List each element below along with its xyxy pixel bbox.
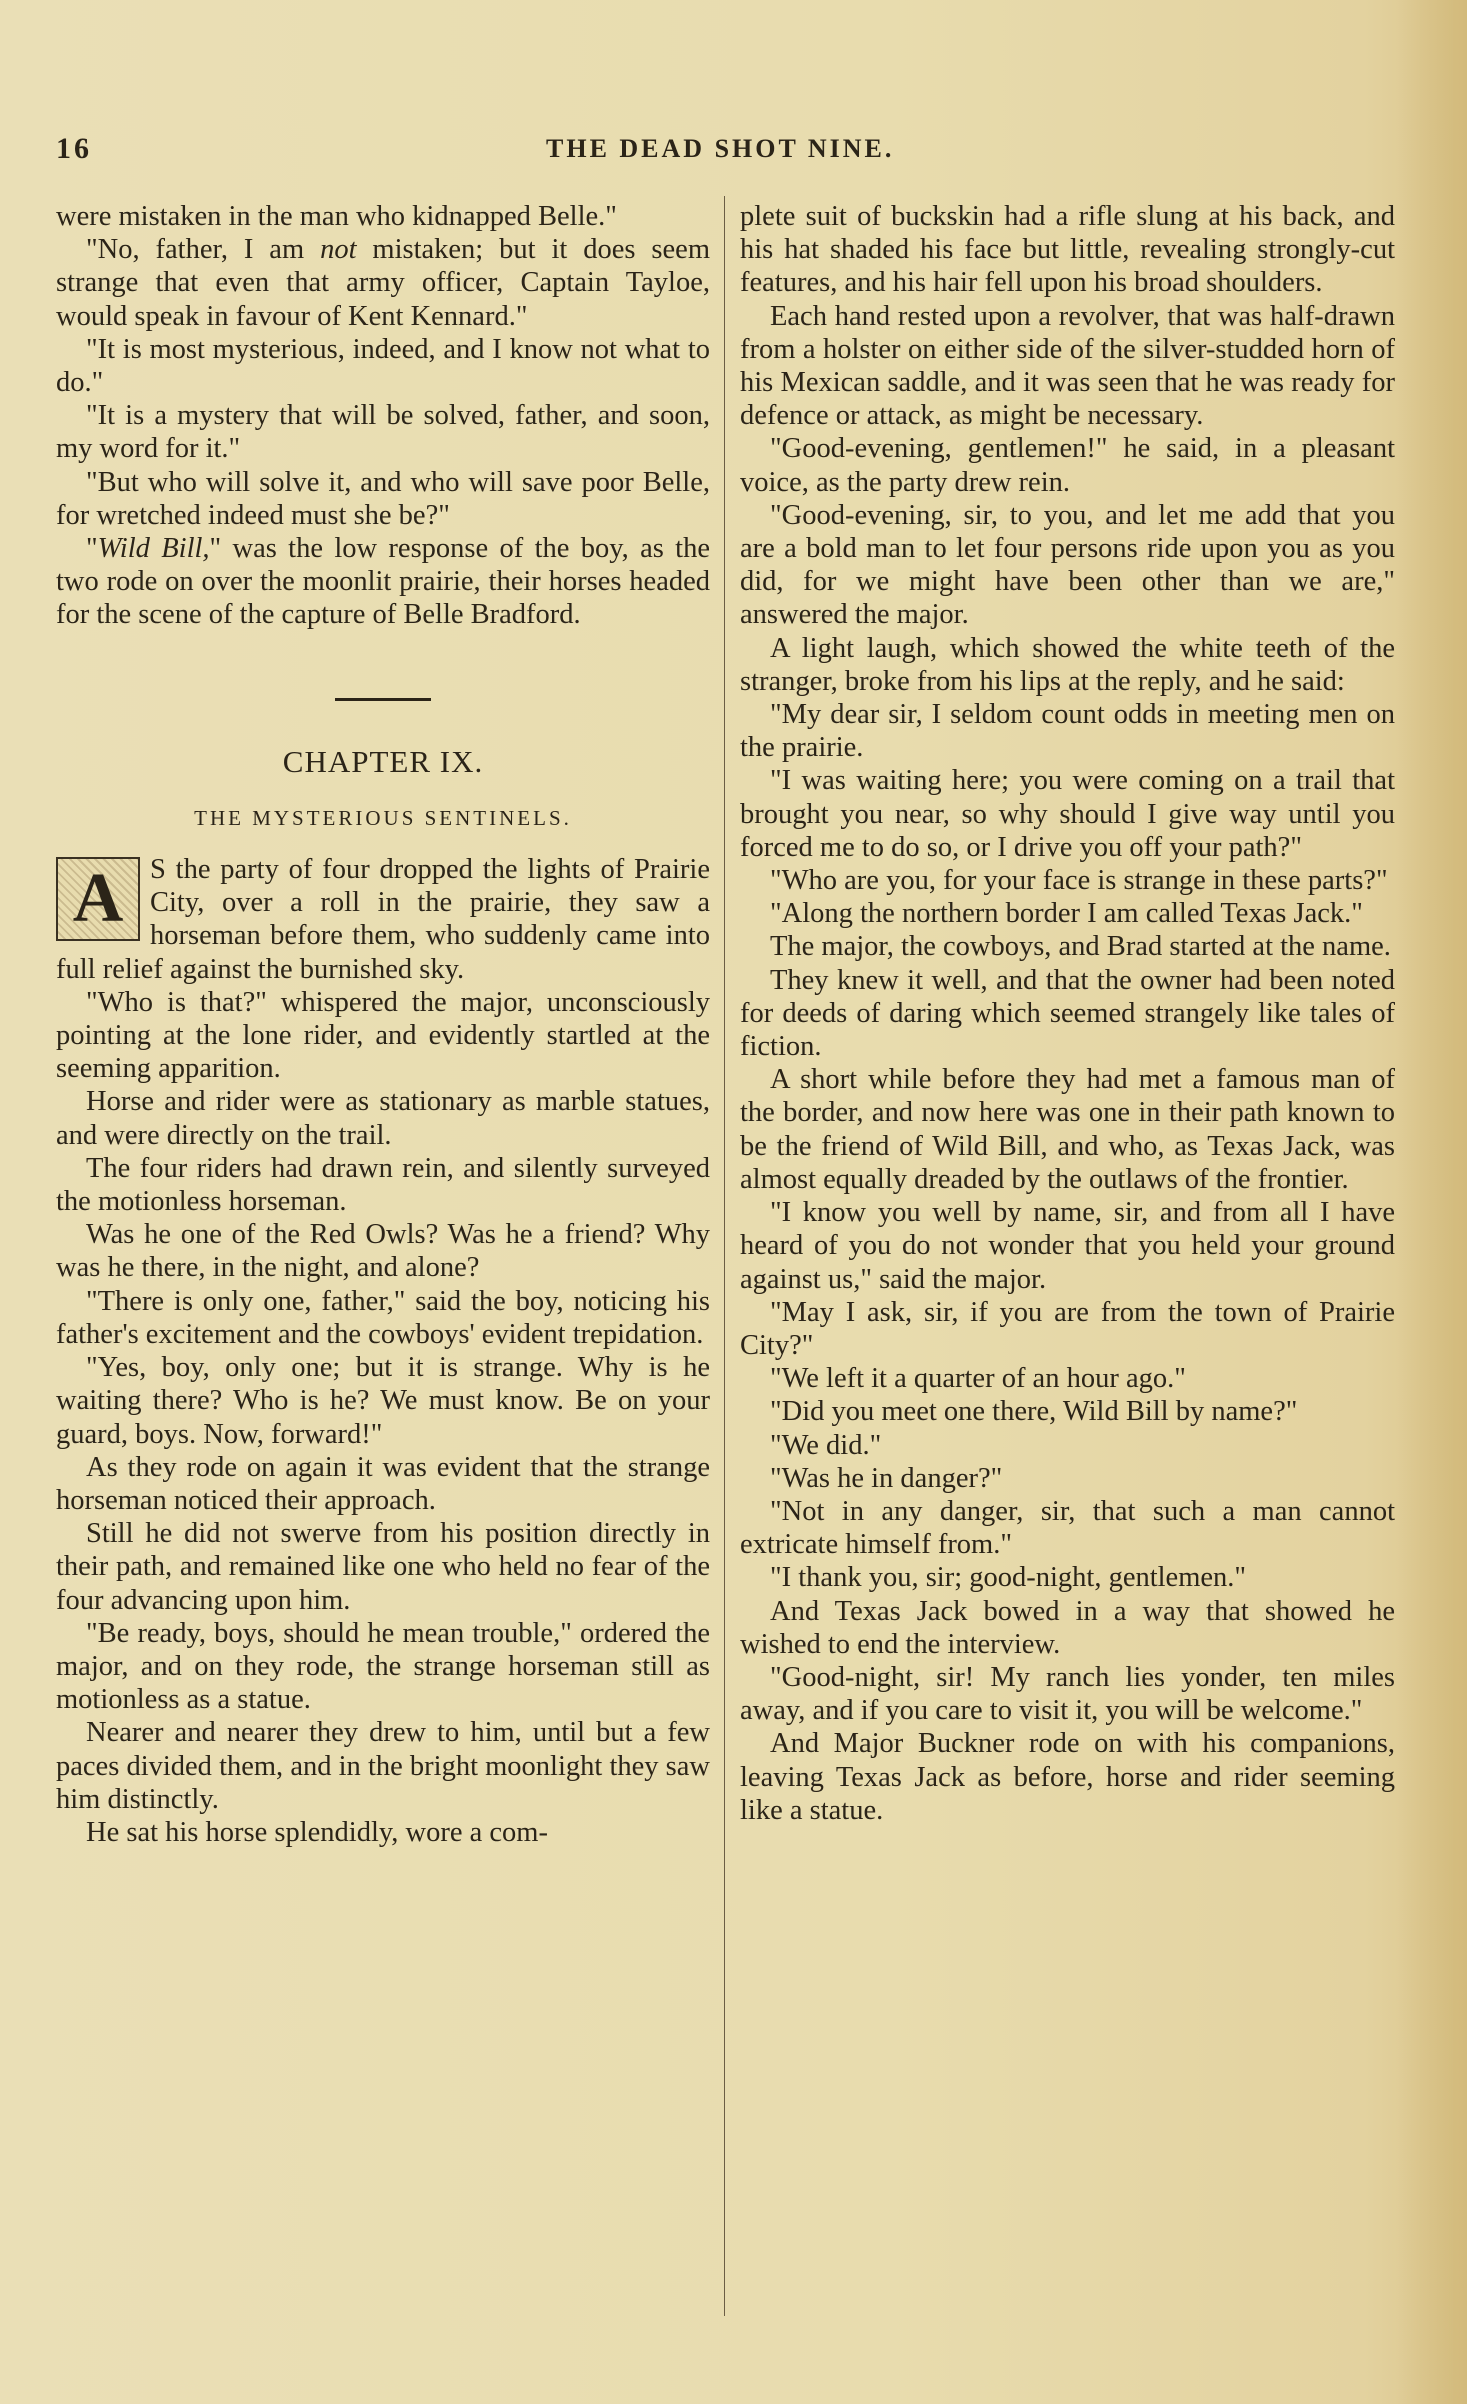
- paragraph: They knew it well, and that the owner had been noted for deeds of daring which seemed strangely like tales of fiction.: [740, 964, 1395, 1063]
- paragraph: The major, the cowboys, and Brad started at the name.: [770, 931, 1391, 963]
- paragraph: "We did.": [770, 1429, 882, 1461]
- paragraph-text: " was the low response of the boy, as the two rode on over the moonlit prairie, their horses headed for the scene of the capture of Belle Bradford.: [56, 533, 710, 631]
- paragraph: [56, 233, 710, 333]
- paragraph: "Who is that?" whispered the major, unconsciously pointing at the lone rider, and evidently startled at the seeming apparition.: [56, 986, 710, 1085]
- paragraph: "I was waiting here; you were coming on a trail that brought you near, so why should I give way until you forced me to do so, or I drive you off your path?": [740, 765, 1395, 863]
- paragraph: "Yes, boy, only one; but it is strange. Why is he waiting there? Who is he? We must know. Be on your guard, boys. Now, forward!": [56, 1352, 710, 1450]
- right-column: [740, 200, 1395, 1827]
- paragraph-text: mistaken; but it does seem strange that even that army officer, Captain Tayloe, would speak in favour of Kent Kennard.": [56, 234, 710, 332]
- paragraph: were mistaken in the man who kidnapped Belle.": [56, 201, 617, 232]
- paragraph: "It is most mysterious, indeed, and I know not what to do.": [56, 333, 710, 399]
- paragraph: "I know you well by name, sir, and from all I have heard of you do not wonder that you held your ground against us," said the major.: [740, 1197, 1395, 1295]
- paragraph: "Did you meet one there, Wild Bill by name?": [770, 1396, 1298, 1428]
- paragraph: As they rode on again it was evident that the strange horseman noticed their approach.: [56, 1451, 710, 1516]
- paragraph: A short while before they had met a famous man of the border, and now here was one in their path known to be the friend of Wild Bill, and who, as Texas Jack, was almost equally dreaded by the outlaws of the frontier.: [740, 1064, 1395, 1195]
- paragraph-text: ": [86, 533, 98, 565]
- paragraph: "Good-evening, sir, to you, and let me add that you are a bold man to let four persons ride upon you as you did, for we might have been other than we are," answered the major.: [740, 499, 1395, 631]
- paragraph: Each hand rested upon a revolver, that was half-drawn from a holster on either side of the silver-studded horn of his Mexican saddle, and it was seen that he was ready for defence or attack, as might be necessary.: [740, 300, 1395, 432]
- paragraph: "Who are you, for your face is strange in these parts?": [770, 865, 1388, 897]
- paragraph: [56, 532, 710, 632]
- paragraph: Still he did not swerve from his position directly in their path, and remained like one who held no fear of the four advancing upon him.: [56, 1518, 710, 1616]
- left-column: [56, 200, 710, 1849]
- drop-cap-letter: A: [56, 857, 140, 941]
- chapter-subtitle: THE MYSTERIOUS SENTINELS.: [194, 805, 572, 830]
- chapter-title: CHAPTER IX.: [282, 743, 484, 779]
- paragraph: "Along the northern border I am called Texas Jack.": [770, 898, 1363, 930]
- paragraph: He sat his horse splendidly, wore a com-: [86, 1816, 548, 1848]
- paragraph: And Major Buckner rode on with his companions, leaving Texas Jack as before, horse and rider seeming like a statue.: [740, 1728, 1395, 1826]
- paragraph: Was he one of the Red Owls? Was he a friend? Why was he there, in the night, and alone?: [56, 1219, 710, 1284]
- emphasis: Wild Bill,: [97, 533, 210, 565]
- paragraph: Horse and rider were as stationary as marble statues, and were directly on the trail.: [56, 1086, 710, 1151]
- paragraph: "I thank you, sir; good-night, gentlemen.": [770, 1562, 1247, 1594]
- column-divider: [724, 196, 725, 2316]
- chapter-opening-paragraph: [56, 853, 710, 986]
- paragraph: "Be ready, boys, should he mean trouble," ordered the major, and on they rode, the strange horseman still as motionless as a statue.: [56, 1617, 710, 1716]
- paragraph: "There is only one, father," said the boy, noticing his father's excitement and the cowboys' evident trepidation.: [56, 1285, 710, 1350]
- paragraph: "But who will solve it, and who will save poor Belle, for wretched indeed must she be?": [56, 466, 710, 531]
- paragraph-text: S the party of four dropped the lights of Prairie City, over a roll in the prairie, they saw a horseman before them, who suddenly came into full relief against the burnished sky.: [56, 854, 710, 985]
- paragraph: And Texas Jack bowed in a way that showed he wished to end the interview.: [740, 1595, 1395, 1660]
- page-number: 16: [56, 132, 92, 165]
- running-title: THE DEAD SHOT NINE.: [546, 134, 895, 163]
- emphasis: not: [320, 234, 357, 266]
- paragraph: plete suit of buckskin had a rifle slung at his back, and his hat shaded his face but little, revealing strongly-cut features, and his hair fell upon his broad shoulders.: [740, 201, 1395, 299]
- paragraph: "Good-night, sir! My ranch lies yonder, ten miles away, and if you care to visit it, you will be welcome.": [740, 1661, 1395, 1727]
- page-header: [56, 132, 1386, 172]
- paragraph: "My dear sir, I seldom count odds in meeting men on the prairie.: [740, 699, 1395, 764]
- paragraph: Nearer and nearer they drew to him, until but a few paces divided them, and in the bright moonlight they saw him distinctly.: [56, 1717, 710, 1815]
- paragraph: "Was he in danger?": [770, 1462, 1003, 1494]
- paragraph: The four riders had drawn rein, and silently surveyed the motionless horseman.: [56, 1152, 710, 1218]
- paragraph: "We left it a quarter of an hour ago.": [770, 1363, 1186, 1395]
- paragraph: "May I ask, sir, if you are from the town of Prairie City?": [740, 1296, 1395, 1361]
- paragraph: "Good-evening, gentlemen!" he said, in a pleasant voice, as the party drew rein.: [740, 433, 1395, 498]
- paragraph: "It is a mystery that will be solved, father, and soon, my word for it.": [56, 400, 710, 465]
- paragraph: A light laugh, which showed the white teeth of the stranger, broke from his lips at the reply, and he said:: [740, 632, 1395, 697]
- paragraph-text: "No, father, I am: [86, 234, 321, 266]
- section-separator: [335, 698, 431, 701]
- paragraph: "Not in any danger, sir, that such a man cannot extricate himself from.": [740, 1495, 1395, 1561]
